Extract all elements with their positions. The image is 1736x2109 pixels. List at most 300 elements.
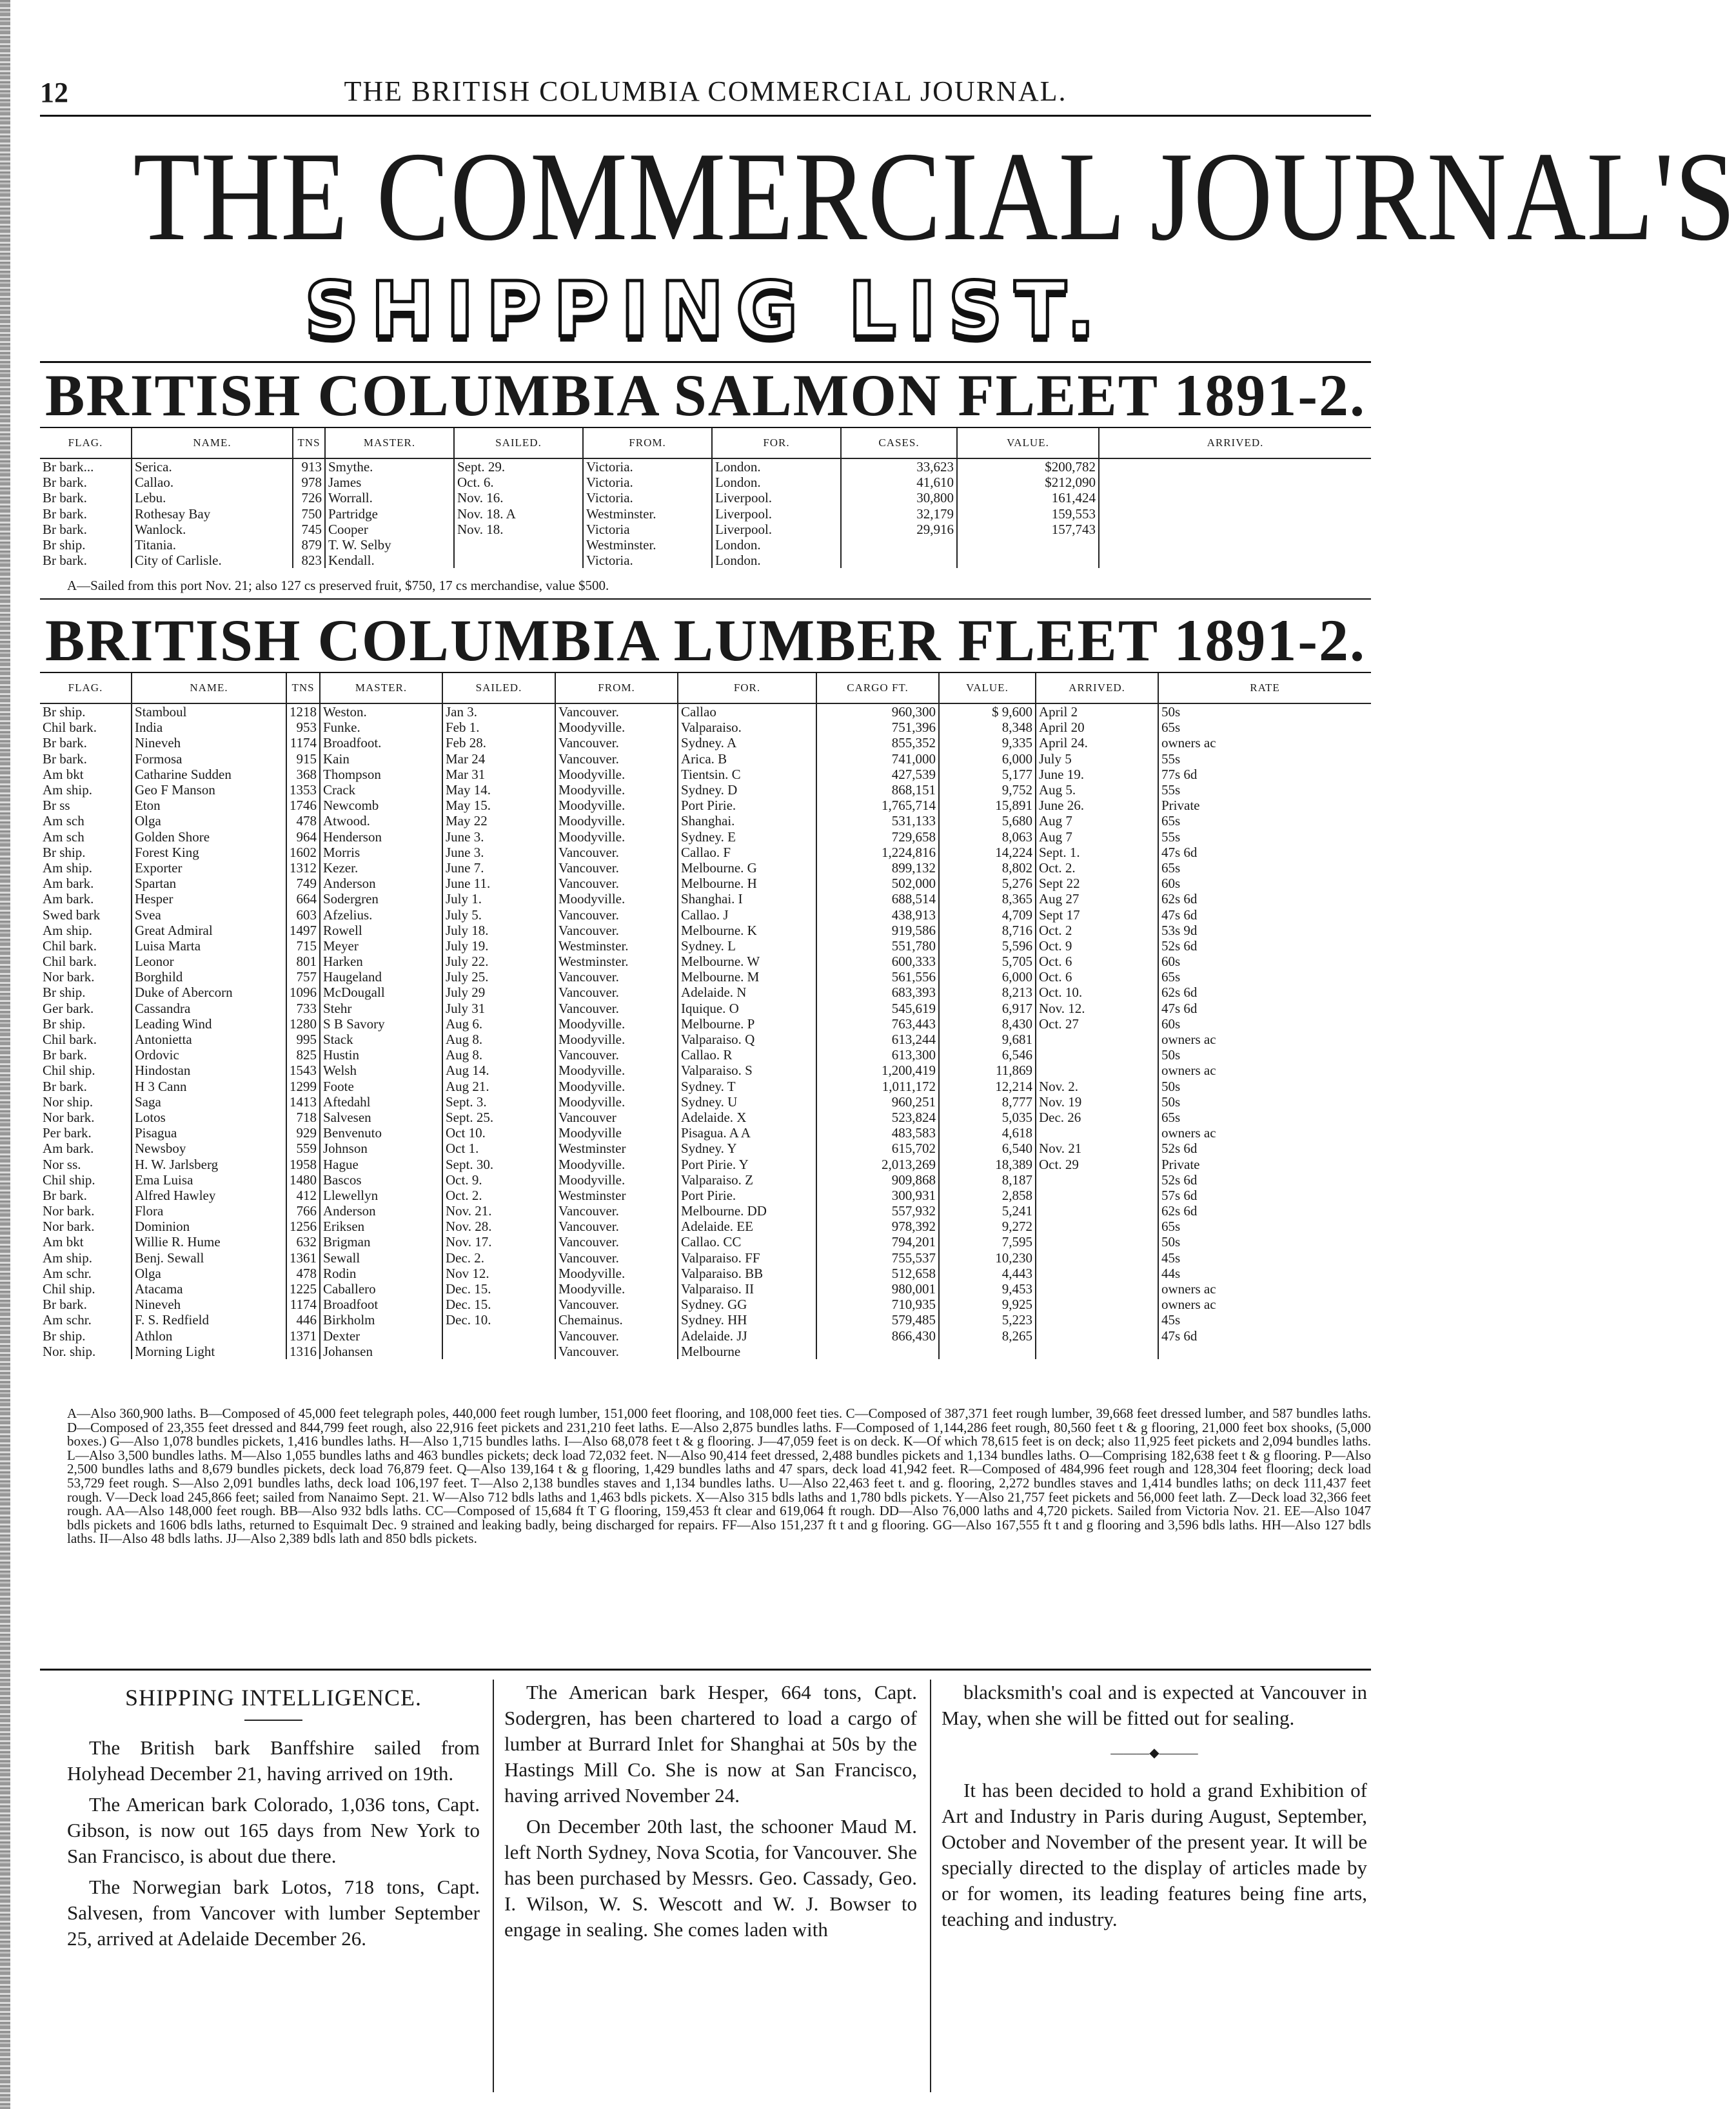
table-cell: Vancouver. — [555, 1297, 678, 1312]
table-cell: Dec. 26 — [1036, 1110, 1158, 1125]
table-cell: Sydney. GG — [678, 1297, 816, 1312]
table-cell: 159,553 — [957, 506, 1099, 522]
table-cell: Hindostan — [132, 1063, 286, 1078]
table-cell: 50s — [1158, 1234, 1371, 1250]
table-cell — [1036, 1125, 1158, 1141]
table-cell: Rothesay Bay — [132, 506, 293, 522]
table-cell: 8,348 — [939, 720, 1036, 735]
table-cell: Sept 17 — [1036, 907, 1158, 922]
table-cell — [454, 553, 583, 568]
table-cell: Br bark. — [43, 505, 87, 522]
table-cell: Shanghai. I — [678, 891, 816, 907]
table-cell: 6,000 — [939, 751, 1036, 767]
table-cell — [1099, 458, 1371, 475]
table-cell: 995 — [286, 1032, 320, 1047]
table-cell: Moodyville. — [555, 782, 678, 798]
table-row — [40, 1344, 1371, 1359]
table-row — [40, 751, 1371, 767]
table-cell: Victoria. — [583, 553, 712, 568]
table-cell: Golden Shore — [132, 829, 286, 845]
table-cell: 45s — [1158, 1250, 1371, 1266]
news-item: The American bark Hesper, 664 tons, Capt. Sodergren, has been chartered to load a cargo of lumber at Burrard Inlet for Shanghai at 50s by the Hastings Mill Co. She is now at San Francisco, having arrived November 24. — [504, 1681, 917, 1807]
table-cell: Nor bark. — [43, 969, 95, 985]
table-row — [40, 1297, 1371, 1312]
table-cell: Westminster. — [555, 938, 678, 954]
table-cell: Vancouver. — [555, 1001, 678, 1016]
table-cell: 1958 — [286, 1156, 320, 1172]
table-cell: Spartan — [132, 876, 286, 891]
table-cell: Nov. 19 — [1036, 1094, 1158, 1110]
table-cell: 879 — [293, 537, 325, 553]
table-cell: Sept 22 — [1036, 876, 1158, 891]
table-row — [40, 1047, 1371, 1063]
table-cell: Dec. 15. — [442, 1281, 555, 1297]
column-2 — [504, 1680, 917, 1948]
table-cell: Partridge — [325, 506, 454, 522]
table-cell: 855,352 — [816, 735, 939, 750]
table-cell: Feb 1. — [442, 720, 555, 735]
table-cell: Atacama — [132, 1281, 286, 1297]
table-cell: 750 — [293, 506, 325, 522]
table-cell: Moodyville. — [555, 829, 678, 845]
table-cell: Broadfoot. — [320, 735, 442, 750]
table-cell: London. — [712, 458, 841, 475]
table-cell — [1036, 1063, 1158, 1078]
table-cell: 62s 6d — [1158, 985, 1371, 1000]
table-row — [40, 1001, 1371, 1016]
table-cell: 55s — [1158, 751, 1371, 767]
table-cell: Nor. ship. — [43, 1343, 96, 1359]
table-cell: owners ac — [1158, 735, 1371, 750]
table-cell: Valparaiso. BB — [678, 1266, 816, 1281]
table-cell: 9,925 — [939, 1297, 1036, 1312]
table-cell: Geo F Manson — [132, 782, 286, 798]
table-cell: 632 — [286, 1234, 320, 1250]
table-cell: 1371 — [286, 1328, 320, 1344]
table-cell: 7,595 — [939, 1234, 1036, 1250]
table-cell: 368 — [286, 767, 320, 782]
table-cell: 412 — [286, 1188, 320, 1203]
table-cell — [1036, 1032, 1158, 1047]
table-cell: Svea — [132, 907, 286, 922]
table-cell: Br bark. — [43, 1187, 87, 1203]
table-cell: Sept. 25. — [442, 1110, 555, 1125]
table-cell: Victoria. — [583, 458, 712, 475]
table-cell: 825 — [286, 1047, 320, 1063]
table-cell: 65s — [1158, 813, 1371, 829]
table-cell: Moodyville. — [555, 1079, 678, 1094]
table-cell: Port Pirie. Y — [678, 1156, 816, 1172]
table-cell: Aug 7 — [1036, 813, 1158, 829]
table-cell: Moodyville. — [555, 1063, 678, 1078]
table-cell: 2,858 — [939, 1188, 1036, 1203]
table-cell: F. S. Redfield — [132, 1312, 286, 1328]
table-cell: 4,709 — [939, 907, 1036, 922]
table-cell: Am ship. — [43, 1250, 93, 1266]
column-divider — [930, 1680, 931, 2092]
table-cell: 868,151 — [816, 782, 939, 798]
table-cell: Moodyville. — [555, 891, 678, 907]
table-cell: 52s 6d — [1158, 1141, 1371, 1156]
ornament-divider: ———◆——— — [1110, 1746, 1198, 1760]
table-cell: 613,300 — [816, 1047, 939, 1063]
table-cell: Nov. 16. — [454, 490, 583, 505]
table-cell: 1361 — [286, 1250, 320, 1266]
table-cell: 710,935 — [816, 1297, 939, 1312]
table-cell: Nov. 2. — [1036, 1079, 1158, 1094]
table-cell: Titania. — [132, 537, 293, 553]
table-cell: Vancouver. — [555, 923, 678, 938]
table-row — [40, 1032, 1371, 1047]
table-cell: 718 — [286, 1110, 320, 1125]
table-cell: July 5. — [442, 907, 555, 922]
table-cell: 919,586 — [816, 923, 939, 938]
table-cell: Sydney. E — [678, 829, 816, 845]
table-cell: Nor ss. — [43, 1156, 81, 1172]
table-cell: July 19. — [442, 938, 555, 954]
table-cell: Melbourne. K — [678, 923, 816, 938]
table-cell: Br bark. — [43, 1047, 87, 1063]
table-cell — [816, 1344, 939, 1359]
table-cell: 909,868 — [816, 1172, 939, 1188]
table-cell: Mar 31 — [442, 767, 555, 782]
table-row — [40, 1234, 1371, 1250]
table-cell: 8,777 — [939, 1094, 1036, 1110]
table-cell: Chil bark. — [43, 720, 97, 736]
table-cell: 1,011,172 — [816, 1079, 939, 1094]
table-cell: Saga — [132, 1094, 286, 1110]
table-cell: owners ac — [1158, 1032, 1371, 1047]
table-cell: 683,393 — [816, 985, 939, 1000]
table-cell: 8,716 — [939, 923, 1036, 938]
table-cell: Shanghai. — [678, 813, 816, 829]
table-cell: Liverpool. — [712, 490, 841, 505]
table-cell: Feb 28. — [442, 735, 555, 750]
table-cell — [1036, 1047, 1158, 1063]
table-cell: Br ship. — [43, 1328, 86, 1344]
table-cell: 65s — [1158, 1219, 1371, 1234]
table-cell: 823 — [293, 553, 325, 568]
table-cell: Port Pirie. — [678, 1188, 816, 1203]
table-cell: 913 — [293, 458, 325, 475]
table-cell: Sydney. U — [678, 1094, 816, 1110]
table-cell: Nineveh — [132, 1297, 286, 1312]
table-cell: owners ac — [1158, 1281, 1371, 1297]
table-cell: Antonietta — [132, 1032, 286, 1047]
table-cell: Nov. 17. — [442, 1234, 555, 1250]
table-cell: Nov. 28. — [442, 1219, 555, 1234]
header-rule — [40, 115, 1371, 117]
table-cell: 502,000 — [816, 876, 939, 891]
table-cell: 47s 6d — [1158, 907, 1371, 922]
table-cell: 11,869 — [939, 1063, 1036, 1078]
table-cell: 4,618 — [939, 1125, 1036, 1141]
journal-page — [28, 0, 1736, 2109]
table-cell — [1036, 1219, 1158, 1234]
news-item: On December 20th last, the schooner Maud M. left North Sydney, Nova Scotia, for Vancouver. She has been purchased by Messrs. Geo. Cassady, Geo. I. Wilson, W. S. Wescott and W. J. Bowser to engage in sealing. She comes laden with — [504, 1815, 917, 1941]
news-item: It has been decided to hold a grand Exhibition of Art and Industry in Paris during August, September, October and November of the present year. It will be specially directed to the display of articles made by or for women, its leading features being fine arts, teaching and industry. — [942, 1779, 1367, 1930]
table-row — [40, 1266, 1371, 1281]
table-row — [40, 1172, 1371, 1188]
table-cell: 57s 6d — [1158, 1188, 1371, 1203]
table-cell: Am schr. — [43, 1312, 92, 1328]
table-cell: Vancouver. — [555, 751, 678, 767]
table-cell: Moodyville. — [555, 1094, 678, 1110]
table-cell: Chil ship. — [43, 1063, 95, 1079]
table-cell: Br ship. — [43, 985, 86, 1001]
lumber-fleet-table — [40, 673, 1371, 1359]
table-cell: Br bark. — [43, 1297, 87, 1313]
table-cell: June 19. — [1036, 767, 1158, 782]
table-cell: Westminster — [555, 1141, 678, 1156]
table-cell: 9,453 — [939, 1281, 1036, 1297]
table-cell: Br ship. — [43, 844, 86, 860]
table-cell: Rodin — [320, 1266, 442, 1281]
table-cell: Am bark. — [43, 1141, 94, 1157]
table-cell: 161,424 — [957, 490, 1099, 505]
table-cell: Chil bark. — [43, 954, 97, 970]
table-cell: June 26. — [1036, 798, 1158, 813]
table-row — [40, 720, 1371, 735]
table-cell: Stack — [320, 1032, 442, 1047]
table-cell: Forest King — [132, 845, 286, 860]
salmon-footnote: A—Sailed from this port Nov. 21; also 127 cs preserved fruit, $750, 17 cs merchandise, value $500. — [67, 578, 609, 593]
table-cell: 1256 — [286, 1219, 320, 1234]
table-row — [40, 1188, 1371, 1203]
table-cell: 50s — [1158, 1094, 1371, 1110]
column-header: CASES. — [841, 428, 957, 458]
table-row — [40, 1125, 1371, 1141]
table-row — [40, 1016, 1371, 1032]
table-cell: Stamboul — [132, 703, 286, 720]
table-cell: July 29 — [442, 985, 555, 1000]
table-cell: Oct 10. — [442, 1125, 555, 1141]
table-cell: Br ss — [43, 798, 70, 814]
table-cell: Nov. 21 — [1036, 1141, 1158, 1156]
table-cell: 964 — [286, 829, 320, 845]
table-cell: 5,705 — [939, 954, 1036, 969]
table-cell — [957, 537, 1099, 553]
table-cell: T. W. Selby — [325, 537, 454, 553]
table-cell — [1036, 1312, 1158, 1328]
table-cell: 6,546 — [939, 1047, 1036, 1063]
table-cell: 2,013,269 — [816, 1156, 939, 1172]
table-cell: Benj. Sewall — [132, 1250, 286, 1266]
table-cell: Nov. 12. — [1036, 1001, 1158, 1016]
table-cell: Nor bark. — [43, 1219, 95, 1235]
table-row — [40, 490, 1371, 505]
table-cell: 726 — [293, 490, 325, 505]
table-cell: 50s — [1158, 1047, 1371, 1063]
table-cell: Am ship. — [43, 922, 93, 938]
running-title: THE BRITISH COLUMBIA COMMERCIAL JOURNAL. — [344, 75, 1067, 107]
table-cell: 1280 — [286, 1016, 320, 1032]
table-cell: Valparaiso. FF — [678, 1250, 816, 1266]
table-cell: Hague — [320, 1156, 442, 1172]
column-1 — [67, 1680, 480, 1957]
table-cell: Oct. 10. — [1036, 985, 1158, 1000]
table-row — [40, 907, 1371, 922]
table-cell: 1218 — [286, 703, 320, 720]
table-cell: Dec. 15. — [442, 1297, 555, 1312]
table-row — [40, 1250, 1371, 1266]
column-header: NAME. — [132, 428, 293, 458]
column-header: VALUE. — [939, 673, 1036, 703]
table-cell: Sept. 1. — [1036, 845, 1158, 860]
table-cell: Vancouver. — [555, 735, 678, 750]
table-cell: 978,392 — [816, 1219, 939, 1234]
scanned-page-edge — [0, 0, 10, 2109]
table-cell: Aug 6. — [442, 1016, 555, 1032]
table-cell: Alfred Hawley — [132, 1188, 286, 1203]
table-cell: Callao. J — [678, 907, 816, 922]
table-cell — [1036, 1234, 1158, 1250]
table-cell: 688,514 — [816, 891, 939, 907]
table-cell: City of Carlisle. — [132, 553, 293, 568]
table-row — [40, 938, 1371, 954]
salmon-fleet-table — [40, 428, 1371, 568]
table-cell: 60s — [1158, 1016, 1371, 1032]
table-cell: Jan 3. — [442, 703, 555, 720]
table-cell — [1036, 1328, 1158, 1344]
table-cell: 65s — [1158, 1110, 1371, 1125]
table-cell: Aug 14. — [442, 1063, 555, 1078]
table-cell: 50s — [1158, 1079, 1371, 1094]
table-row — [40, 767, 1371, 782]
table-row — [40, 475, 1371, 490]
table-cell: $ 9,600 — [939, 703, 1036, 720]
table-cell: Chil bark. — [43, 937, 97, 954]
table-cell: Nor ship. — [43, 1094, 94, 1110]
table-cell: Aug 27 — [1036, 891, 1158, 907]
table-cell: Adelaide. JJ — [678, 1328, 816, 1344]
table-row — [40, 1110, 1371, 1125]
table-cell — [1099, 537, 1371, 553]
table-cell: Iquique. O — [678, 1001, 816, 1016]
table-cell: Liverpool. — [712, 522, 841, 537]
column-header: ARRIVED. — [1099, 428, 1371, 458]
table-cell: Vancouver. — [555, 1234, 678, 1250]
table-cell: 1543 — [286, 1063, 320, 1078]
table-cell: 427,539 — [816, 767, 939, 782]
table-cell: Johansen — [320, 1344, 442, 1359]
table-cell: Br bark. — [43, 490, 87, 506]
table-cell — [957, 553, 1099, 568]
table-cell — [1036, 1266, 1158, 1281]
table-cell: Vancouver. — [555, 969, 678, 985]
table-cell: Dexter — [320, 1328, 442, 1344]
main-title: THE COMMERCIAL JOURNAL'S — [133, 126, 1736, 267]
table-cell: Oct. 2. — [1036, 860, 1158, 876]
table-cell: Chil bark. — [43, 1032, 97, 1048]
table-cell: Victoria — [583, 522, 712, 537]
table-cell: Vancouver. — [555, 907, 678, 922]
table-cell: 5,241 — [939, 1203, 1036, 1219]
table-cell: Private — [1158, 798, 1371, 813]
table-cell: 1299 — [286, 1079, 320, 1094]
table-row — [40, 522, 1371, 537]
table-cell: Rowell — [320, 923, 442, 938]
table-cell: Vancouver. — [555, 860, 678, 876]
column-header: FLAG. — [40, 428, 132, 458]
table-cell: Ger bark. — [43, 1000, 94, 1016]
table-cell — [1036, 1297, 1158, 1312]
table-cell: Moodyville — [555, 1125, 678, 1141]
table-cell: Am bkt — [43, 766, 84, 782]
table-cell: 50s — [1158, 703, 1371, 720]
table-cell: Am bark. — [43, 876, 94, 892]
table-cell: Am schr. — [43, 1265, 92, 1281]
table-cell: 1225 — [286, 1281, 320, 1297]
table-cell: Am ship. — [43, 782, 93, 798]
table-cell: Meyer — [320, 938, 442, 954]
page-header — [40, 71, 1371, 116]
table-cell: Ordovic — [132, 1047, 286, 1063]
table-cell: Chil ship. — [43, 1172, 95, 1188]
table-cell: Oct. 9. — [442, 1172, 555, 1188]
table-cell: 1746 — [286, 798, 320, 813]
table-row — [40, 537, 1371, 553]
table-cell: Athlon — [132, 1328, 286, 1344]
table-cell: Moodyville. — [555, 720, 678, 735]
table-cell: 8,265 — [939, 1328, 1036, 1344]
table-cell: Nor bark. — [43, 1203, 95, 1219]
table-cell: Valparaiso. Z — [678, 1172, 816, 1188]
table-cell: 478 — [286, 1266, 320, 1281]
table-cell: Oct. 6 — [1036, 954, 1158, 969]
table-cell: 1312 — [286, 860, 320, 876]
table-cell: Melbourne. P — [678, 1016, 816, 1032]
table-cell: 664 — [286, 891, 320, 907]
table-cell: Vancouver. — [555, 985, 678, 1000]
news-item: blacksmith's coal and is expected at Vancouver in May, when she will be fitted out for sealing. — [942, 1681, 1367, 1729]
table-cell: 751,396 — [816, 720, 939, 735]
table-cell: owners ac — [1158, 1063, 1371, 1078]
table-cell: Haugeland — [320, 969, 442, 985]
news-item: The British bark Banffshire sailed from Holyhead December 21, having arrived on 19th. — [67, 1736, 480, 1785]
table-cell: 5,223 — [939, 1312, 1036, 1328]
table-cell: Br ship. — [43, 1015, 86, 1032]
table-cell: Oct. 27 — [1036, 1016, 1158, 1032]
column-header: FLAG. — [40, 673, 132, 703]
table-cell: 60s — [1158, 876, 1371, 891]
table-cell: Cooper — [325, 522, 454, 537]
table-cell: Br ship. — [43, 704, 86, 720]
table-cell: Oct. 6. — [454, 475, 583, 490]
table-cell: 1,200,419 — [816, 1063, 939, 1078]
table-row — [40, 985, 1371, 1000]
table-cell: Llewellyn — [320, 1188, 442, 1203]
table-cell: 438,913 — [816, 907, 939, 922]
footnote-rule — [40, 1669, 1371, 1671]
table-cell — [1036, 1344, 1158, 1359]
column-header: ARRIVED. — [1036, 673, 1158, 703]
table-cell: Luisa Marta — [132, 938, 286, 954]
table-cell: Br bark. — [43, 521, 87, 537]
table-cell — [841, 553, 957, 568]
table-cell: 545,619 — [816, 1001, 939, 1016]
table-cell: Tientsin. C — [678, 767, 816, 782]
table-cell: 45s — [1158, 1312, 1371, 1328]
table-cell: July 31 — [442, 1001, 555, 1016]
table-row — [40, 1063, 1371, 1078]
table-row — [40, 969, 1371, 985]
table-cell: Willie R. Hume — [132, 1234, 286, 1250]
table-cell: McDougall — [320, 985, 442, 1000]
table-cell: Birkholm — [320, 1312, 442, 1328]
table-cell: Anderson — [320, 876, 442, 891]
column-header: NAME. — [132, 673, 286, 703]
